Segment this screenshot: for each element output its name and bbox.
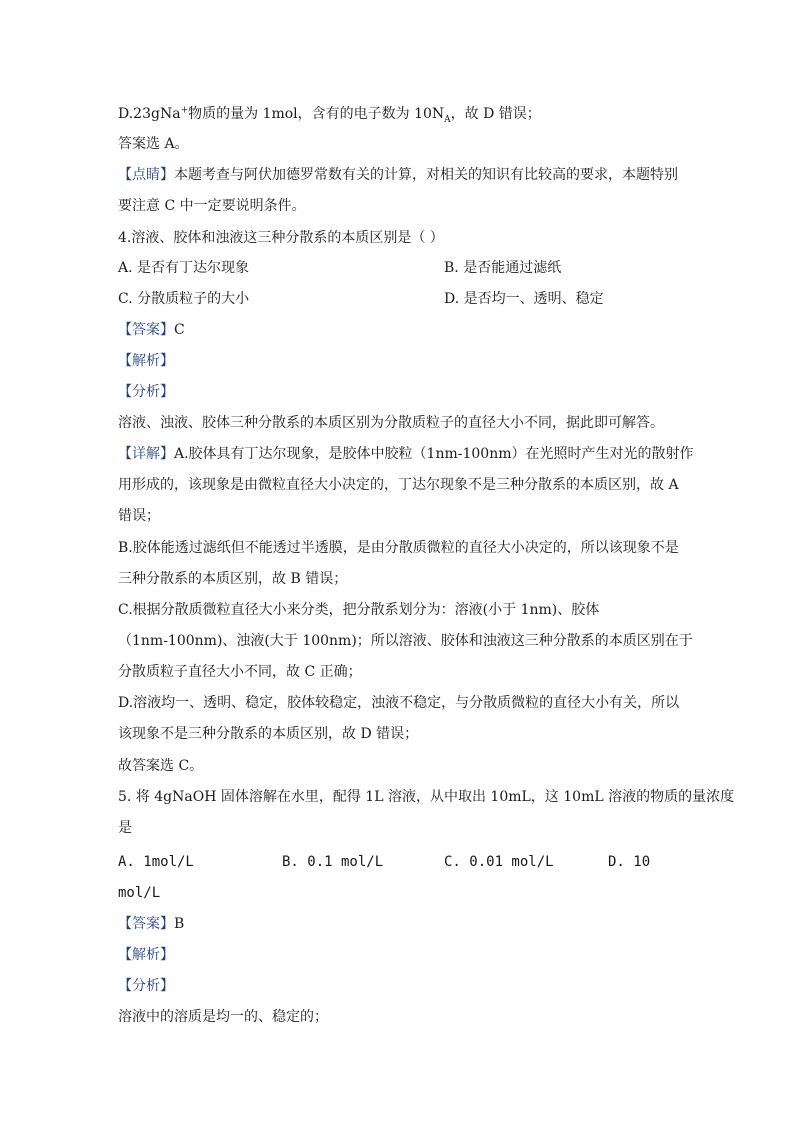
question-5-option-a: A. 1mol/L <box>118 854 194 870</box>
question-4-final-answer: 故答案选 C。 <box>118 758 204 774</box>
section-tag: 【答案】 <box>118 916 174 932</box>
question-5-fenxi-tag: 【分析】 <box>118 978 174 994</box>
text-part: ，故 D 错误； <box>450 106 541 122</box>
question-4-detail-c1: C.根据分散质微粒直径大小来分类，把分散系划分为：溶液(小于 1nm)、胶体 <box>118 602 600 618</box>
question-5-stem-line-2: 是 <box>118 820 132 836</box>
question-4-detail-d1: D.溶液均一、透明、稳定，胶体较稳定，浊液不稳定，与分散质微粒的直径大小有关，所以 <box>118 695 680 711</box>
question-5-option-d-unit: mol/L <box>118 885 161 901</box>
superscript: + <box>180 105 189 116</box>
question-5-jiexi-tag: 【解析】 <box>118 947 174 963</box>
question-4-detail-c2: （1nm-100nm)、浊液(大于 100nm)；所以溶液、胶体和浊液这三种分散系的本质区别在于 <box>118 633 693 649</box>
question-4-option-b: B. 是否能通过滤纸 <box>444 260 562 276</box>
question-4-fenxi-tag: 【分析】 <box>118 384 174 400</box>
question-4-answer <box>118 320 185 340</box>
question-5-option-c: C. 0.01 mol/L <box>444 854 554 870</box>
question-4-stem: 4.溶液、胶体和浊液这三种分散系的本质区别是（ ） <box>118 230 444 246</box>
question-4-detail-c3: 分散质粒子直径大小不同，故 C 正确； <box>118 664 362 680</box>
question-4-option-a: A. 是否有丁达尔现象 <box>118 260 250 276</box>
question-4-detail-a2: 用形成的，该现象是由微粒直径大小决定的，丁达尔现象不是三种分散系的本质区别，故 A <box>118 477 679 493</box>
question-5-option-d: D. 10 <box>608 854 651 870</box>
question-4-detail-d2: 该现象不是三种分散系的本质区别，故 D 错误； <box>118 726 419 742</box>
answer-value: B <box>174 916 185 932</box>
question-4-jiexi-tag: 【解析】 <box>118 353 174 369</box>
text-part: A.胶体具有丁达尔现象，是胶体中胶粒（1nm-100nm）在光照时产生对光的散射作 <box>174 446 694 462</box>
dianjing-line-1 <box>118 165 678 185</box>
question-4-detail-b2: 三种分散系的本质区别，故 B 错误； <box>118 571 348 587</box>
subscript: A <box>444 114 451 125</box>
text-part: D.23gNa <box>118 106 181 122</box>
section-tag: 【详解】 <box>118 446 174 462</box>
section-tag: 【答案】 <box>118 322 174 338</box>
question-4-option-d: D. 是否均一、透明、稳定 <box>444 291 604 307</box>
dianjing-line-2: 要注意 C 中一定要说明条件。 <box>118 198 306 214</box>
paragraph-option-d-explanation <box>118 104 541 124</box>
question-4-fenxi-text: 溶液、浊液、胶体三种分散系的本质区别为分散质粒子的直径大小不同，据此即可解答。 <box>118 415 664 431</box>
question-4-detail-b1: B.胶体能透过滤纸但不能透过半透膜，是由分散质微粒的直径大小决定的，所以该现象不是 <box>118 540 679 556</box>
question-4-detail-a1 <box>118 444 694 464</box>
question-5-option-b: B. 0.1 mol/L <box>282 854 384 870</box>
question-5-fenxi-text: 溶液中的溶质是均一的、稳定的； <box>118 1009 328 1025</box>
question-4-detail-a3: 错误； <box>118 508 160 524</box>
text-part: 本题考查与阿伏加德罗常数有关的计算，对相关的知识有比较高的要求，本题特别 <box>174 167 678 183</box>
answer-value: C <box>174 322 185 338</box>
question-4-option-c: C. 分散质粒子的大小 <box>118 291 250 307</box>
question-5-stem-line-1: 5. 将 4gNaOH 固体溶解在水里，配得 1L 溶液，从中取出 10mL，这 10mL 溶液的物质的量浓度 <box>118 789 735 805</box>
section-tag: 【点睛】 <box>118 167 174 183</box>
question-5-answer <box>118 914 184 934</box>
text-part: 物质的量为 1mol，含有的电子数为 10N <box>188 106 445 122</box>
answer-line: 答案选 A。 <box>118 136 189 152</box>
